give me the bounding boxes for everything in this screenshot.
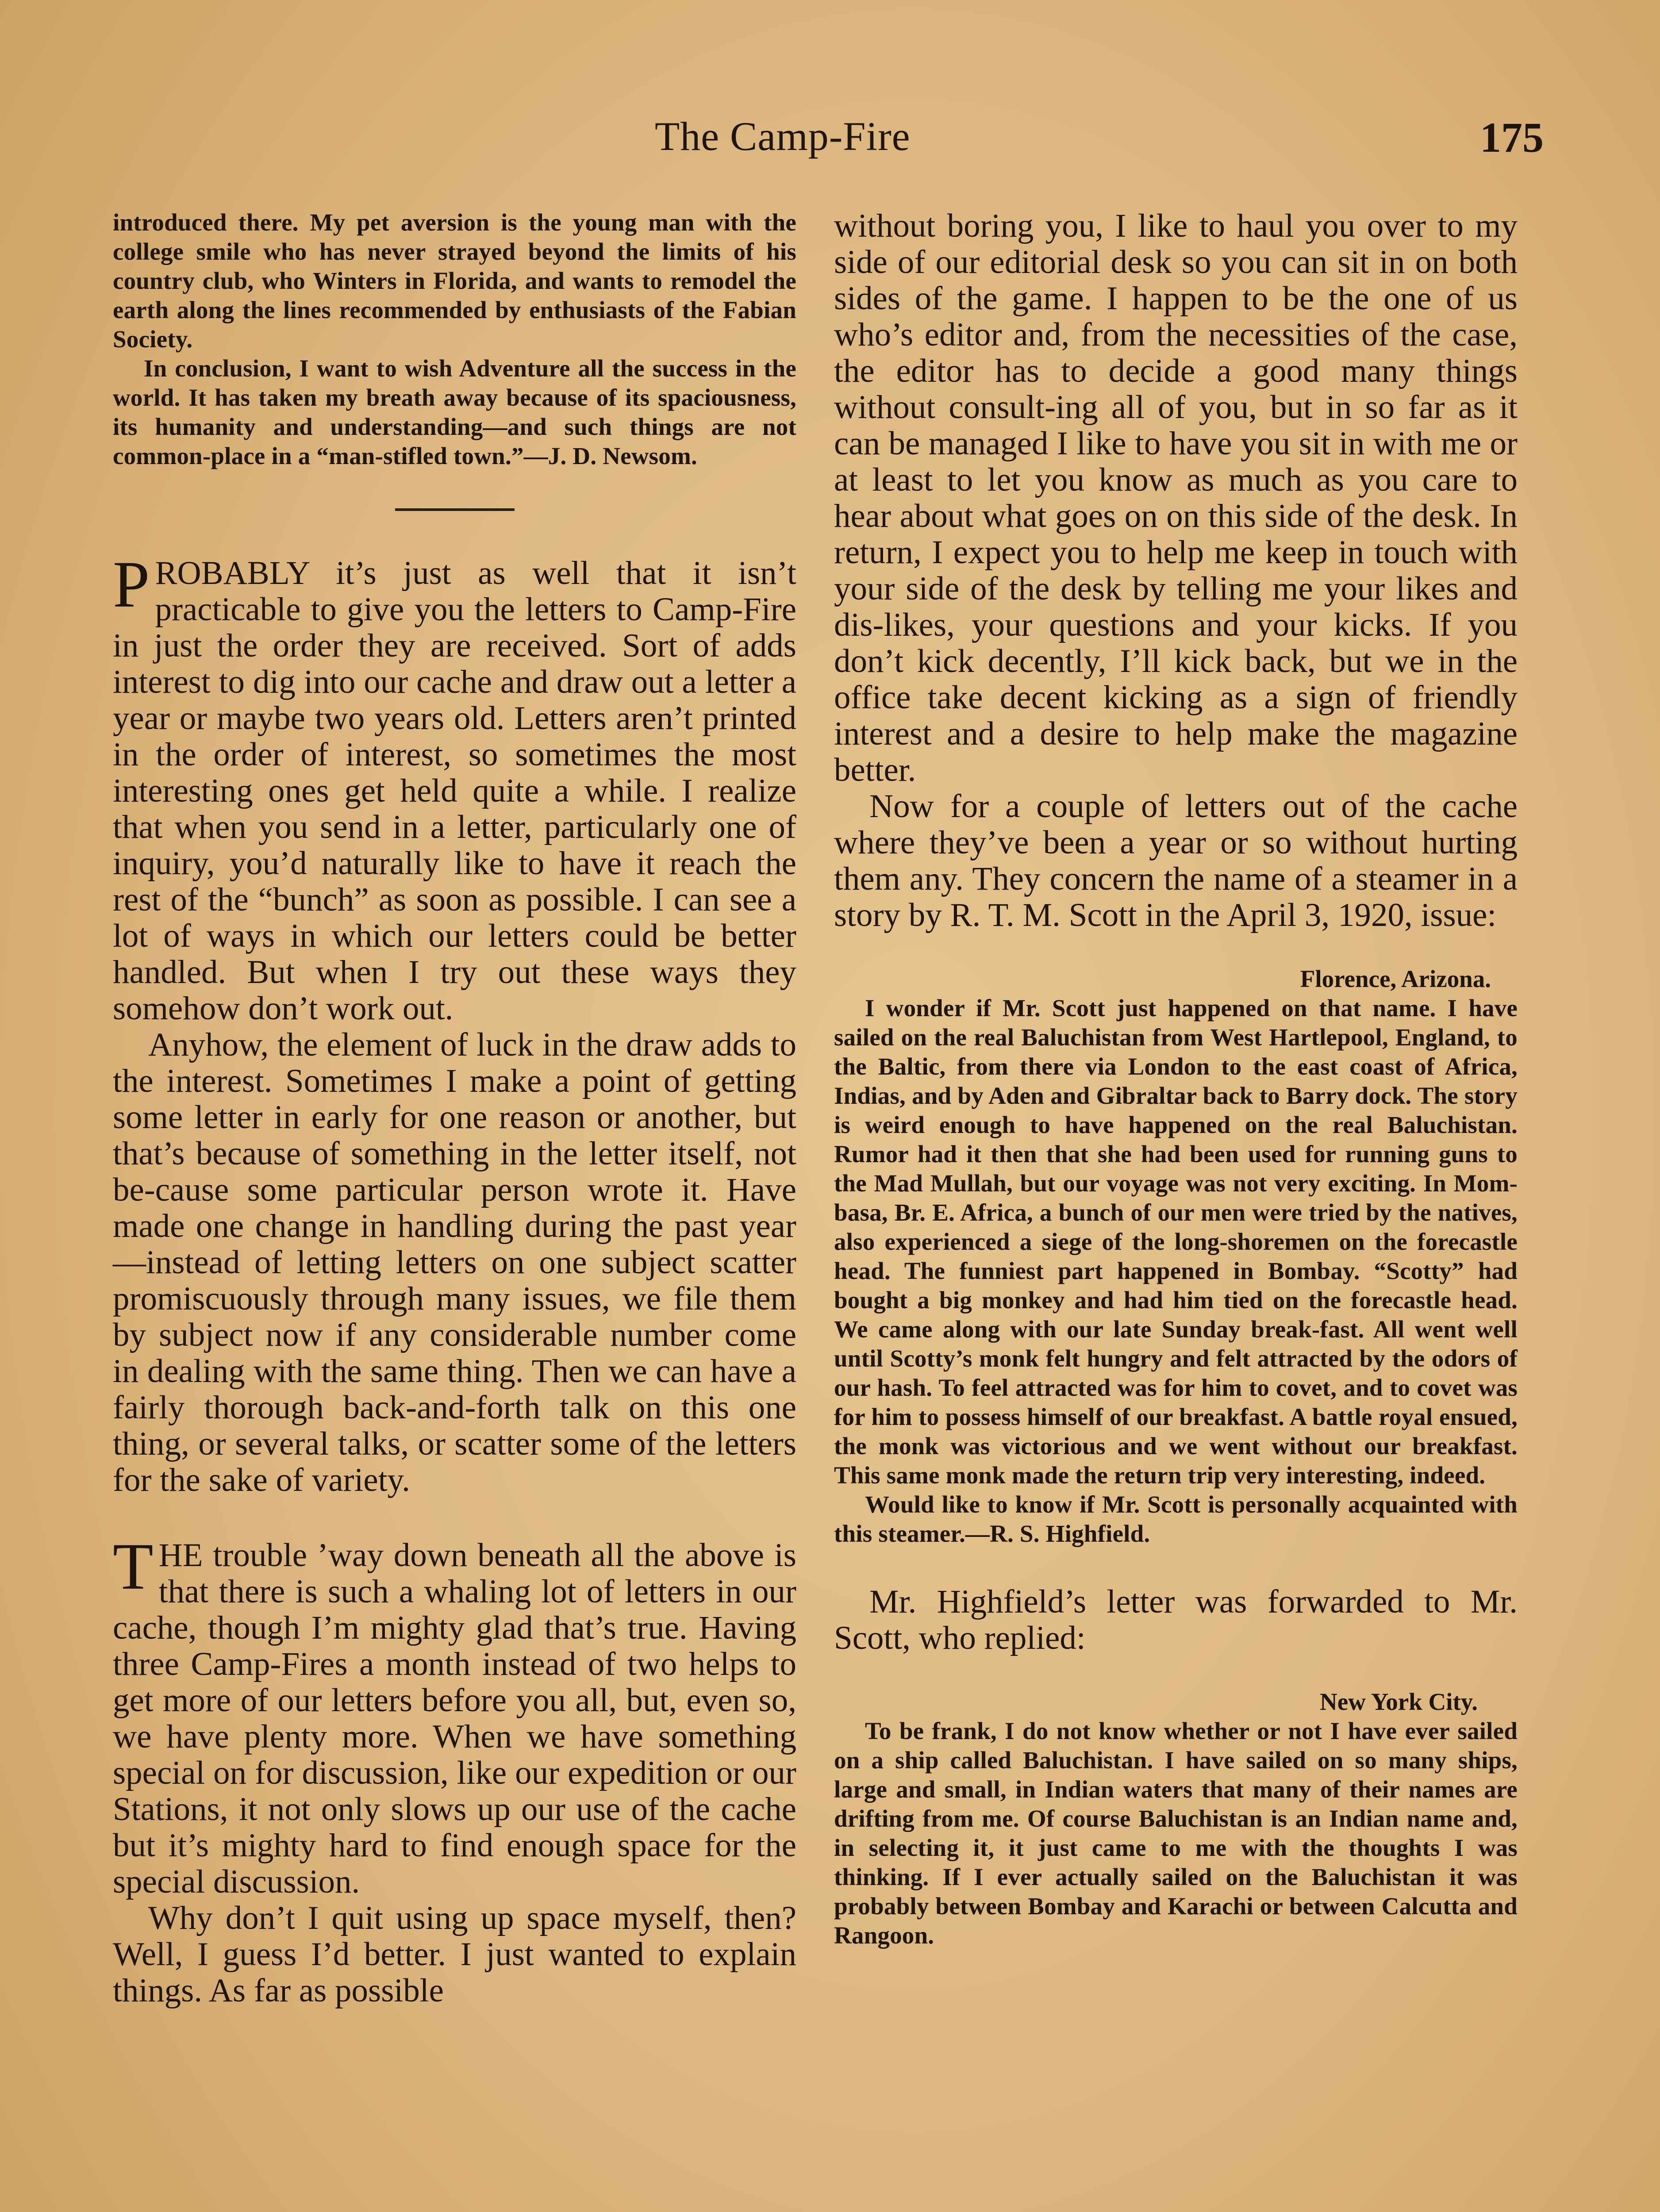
paragraph-text: HE trouble ’way down beneath all the above is that there is such a whaling lot of letters in our cache, though I’m mighty glad that’s true. Having three Camp-Fires a month instead of two helps to get more of our letters before you all, but, even so, we have plenty more. When we have something special on for discussion, like our expedition or our Stations, it not only slows up our use of the cache but it’s mighty hard to find enough space for the special discussion. — [113, 1537, 796, 1900]
editorial-paragraph-6: Now for a couple of letters out of the cache where they’ve been a year or so without hurting them any. They concern the name of a steamer in a story by R. T. M. Scott in the April 3, 1920, issue: — [834, 788, 1518, 933]
editorial-paragraph-5: without boring you, I like to haul you over to my side of our editorial desk so you can sit in on both sides of the game. I happen to be the one of us who’s editor and, from the necessities of the case, the editor has to decide a good many things without consult-ing all of you, but in so far as it can be managed I like to have you sit in with me or at least to let you know as much as you care to hear about what goes on on this side of the desk. In return, I expect you to help me keep in touch with your side of the desk by telling me your likes and dis-likes, your questions and your kicks. If you don’t kick decently, I’ll kick back, but we in the office take decent kicking as a sign of friendly interest and a desire to help make the magazine better. — [834, 207, 1518, 788]
spacer — [834, 1548, 1518, 1584]
drop-cap: P — [113, 548, 150, 621]
page-number: 175 — [1480, 114, 1544, 161]
letter-body: To be frank, I do not know whether or not I have ever sailed on a ship called Baluchistan. I have sailed on so many ships, large and small, in Indian waters that many of their names are drifting from me. Of course Baluchistan is an Indian name and, in selecting it, it just came to me with the thoughts I was thinking. If I ever actually sailed on the Baluchistan it was probably between Bombay and Karachi or between Calcutta and Rangoon. — [834, 1717, 1518, 1949]
letter-body: I wonder if Mr. Scott just happened on that name. I have sailed on the real Baluchistan from West Hartlepool, England, to the Baltic, from there via London to the east coast of Africa, Indias, and by Aden and Gibraltar back to Barry dock. The story is weird enough to have happened on the real Baluchistan. Rumor had it then that she had been used for running guns to the Mad Mullah, but our voyage was not very exciting. In Mom-basa, Br. E. Africa, a bunch of our men were tried by the natives, also experienced a siege of the long-shoremen on the forecastle head. The funniest part happened in Bombay. “Scotty” had bought a big monkey and had him tied on the forecastle head. We came along with our late Sunday break-fast. All went well until Scotty’s monk felt hungry and felt attracted by the odors of our hash. To feel attracted was for him to covet, and to covet was for him to possess himself of our breakfast. A battle royal ensued, the monk was victorious and we went without our breakfast. This same monk made the return trip very interesting, indeed. — [834, 995, 1518, 1489]
page-header — [0, 113, 1660, 170]
spacer — [834, 933, 1518, 964]
spacer — [113, 1498, 796, 1537]
letter-dateline: Florence, Arizona. — [1300, 965, 1491, 992]
spacer — [834, 1656, 1518, 1687]
letter-continuation: introduced there. My pet aversion is the young man with the college smile who has never strayed beyond the limits of his country club, who Winters in Florida, and wants to remodel the earth along the lines recommended by enthusiasts of the Fabian Society. — [113, 209, 796, 353]
letter-dateline: New York City. — [1320, 1688, 1478, 1715]
section-divider — [395, 508, 515, 511]
running-title: The Camp-Fire — [655, 114, 911, 159]
editorial-paragraph-4: Why don’t I quit using up space myself, then? Well, I guess I’d better. I just wanted to explain things. As far as possible — [113, 1900, 796, 2009]
editorial-paragraph-3 — [113, 1530, 796, 1900]
editorial-paragraph-2: Anyhow, the element of luck in the draw adds to the interest. Sometimes I make a point of getting some letter in early for one reason or another, but that’s because of something in the letter itself, not be-cause some particular person wrote it. Have made one change in handling during the past year—instead of letting letters on one subject scatter promiscuously through many issues, we file them by subject now if any considerable number come in dealing with the same thing. Then we can have a fairly thorough back-and-forth talk on this one thing, or several talks, or scatter some of the letters for the sake of variety. — [113, 1026, 796, 1498]
editorial-paragraph-1 — [113, 548, 796, 1027]
paragraph-text: ROBABLY it’s just as well that it isn’t practicable to give you the letters to Camp-Fire in just the order they are received. Sort of adds interest to dig into our cache and draw out a letter a year or maybe two years old. Letters aren’t printed in the order of interest, so sometimes the most interesting ones get held quite a while. I realize that when you send in a letter, particularly one of inquiry, you’d naturally like to have it reach the rest of the “bunch” as soon as possible. I can see a lot of ways in which our letters could be better handled. But when I try out these ways they somehow don’t work out. — [113, 555, 796, 1027]
letter-closing: In conclusion, I want to wish Adventure all the success in the world. It has taken my breath away because of its spaciousness, its humanity and understanding—and such things are not common-place in a “man-stifled town.”—J. D. Newsom. — [113, 355, 796, 469]
letter-signoff: Would like to know if Mr. Scott is personally acquainted with this steamer.—R. S. Highfield. — [834, 1491, 1518, 1547]
drop-cap: T — [113, 1530, 154, 1603]
editorial-paragraph-7: Mr. Highfield’s letter was forwarded to Mr. Scott, who replied: — [834, 1583, 1518, 1656]
right-column — [834, 208, 1518, 1950]
left-column — [113, 208, 796, 2009]
